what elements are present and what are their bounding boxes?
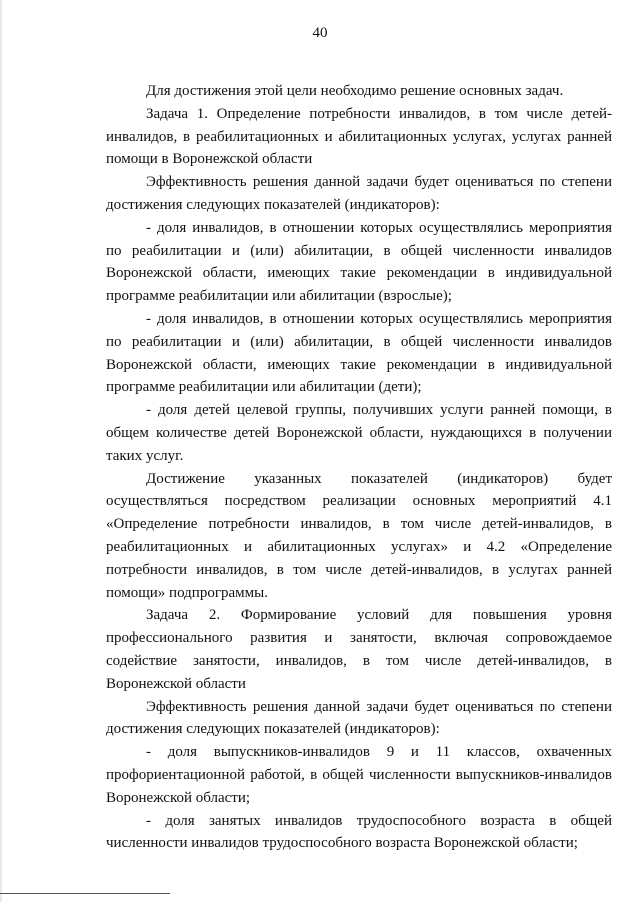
paragraph-indicator-early-help: - доля детей целевой группы, получивших услуги ранней помощи, в общем количестве детей Воронежской области, нуждающихся в получении таких услуг.	[106, 402, 612, 464]
paragraph-indicator-graduates: - доля выпускников-инвалидов 9 и 11 классов, охваченных профориентационной работой, в общей численности выпускников-инвалидов Воронежской области;	[106, 744, 612, 806]
footer-rule	[0, 893, 170, 894]
paragraph-indicator-1-adults: - доля инвалидов, в отношении которых осуществлялись мероприятия по реабилитации и (или) абилитации, в общей численности инвалидов Воронежской области, имеющих такие рекомендации в индивидуальной программе реабилитации или абилитации (взрослые);	[106, 219, 612, 305]
paragraph-intro: Для достижения этой цели необходимо решение основных задач.	[146, 83, 564, 99]
paragraph-achievement: Достижение указанных показателей (индикаторов) будет осуществляться посредством реализации основных мероприятий 4.1 «Определение потребности инвалидов, в том числе детей-инвалидов, в реабилитационных и абилитационных услугах» и 4.2 «Определение потребности инвалидов, в том числе детей-инвалидов, в услугах ранней помощи» подпрограммы.	[106, 470, 612, 601]
page-number: 40	[312, 25, 328, 41]
paragraph-effectiveness-2: Эффективность решения данной задачи будет оцениваться по степени достижения следующих показателей (индикаторов):	[106, 698, 612, 738]
page-edge	[0, 0, 2, 902]
paragraph-task-1: Задача 1. Определение потребности инвалидов, в том числе детей-инвалидов, в реабилитационных и абилитационных услугах, услугах ранней помощи в Воронежской области	[106, 105, 612, 168]
paragraph-indicator-1-children: - доля инвалидов, в отношении которых осуществлялись мероприятия по реабилитации и (или) абилитации, в общей численности инвалидов Воронежской области, имеющих такие рекомендации в индивидуальной программе реабилитации или абилитации (дети);	[106, 310, 612, 396]
paragraph-effectiveness-1: Эффективность решения данной задачи будет оцениваться по степени достижения следующих показателей (индикаторов):	[106, 174, 612, 213]
paragraph-task-2: Задача 2. Формирование условий для повышения уровня профессионального развития и занятости, включая сопровождаемое содействие занятости, инвалидов, в том числе детей-инвалидов, в Воронежской области	[106, 607, 612, 692]
paragraph-indicator-employment: - доля занятых инвалидов трудоспособного возраста в общей численности инвалидов трудоспособного возраста Воронежской области;	[106, 812, 612, 852]
document-body	[106, 80, 612, 855]
